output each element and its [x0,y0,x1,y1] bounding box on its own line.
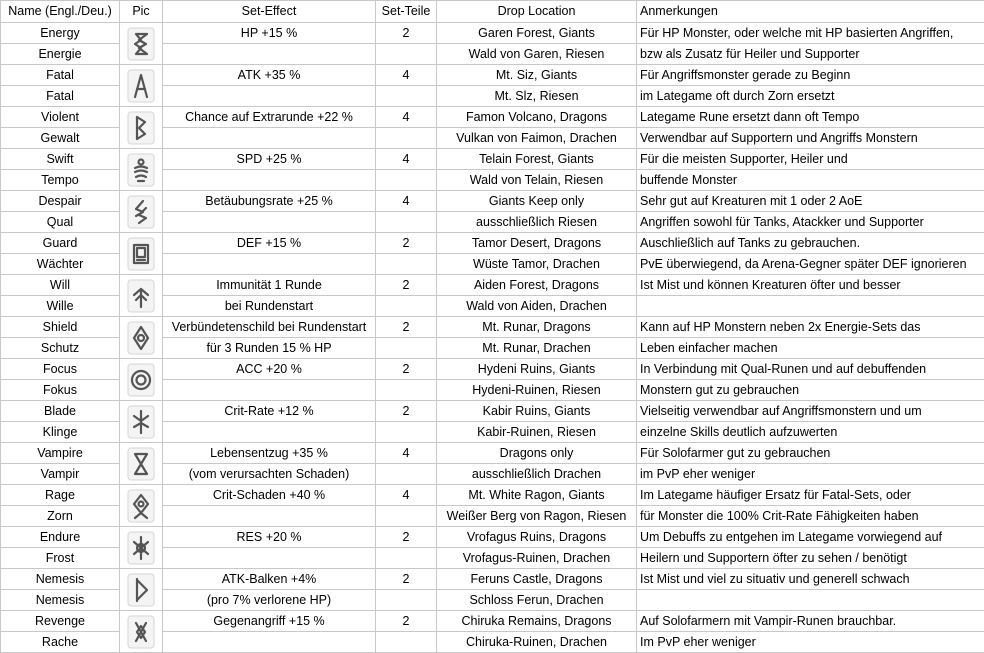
drop-location-de: Hydeni-Ruinen, Riesen [437,380,637,401]
drop-location-de: ausschließlich Riesen [437,212,637,233]
rune-name-de: Qual [1,212,120,233]
note-line: Ist Mist und können Kreaturen öfter und besser [637,275,984,296]
table-row [1,485,984,506]
rune-name-de: Wille [1,296,120,317]
note-line: Vielseitig verwendbar auf Angriffsmonstern und um [637,401,984,422]
note-line: Für HP Monster, oder welche mit HP basierten Angriffen, [637,23,984,44]
set-parts: 4 [376,65,437,86]
rune-name-en: Focus [1,359,120,380]
set-parts-empty [376,464,437,485]
set-effect: Immunität 1 Runde [163,275,376,296]
set-parts-empty [376,422,437,443]
set-parts: 2 [376,23,437,44]
set-parts: 4 [376,107,437,128]
set-effect-detail [163,506,376,527]
set-effect: ATK +35 % [163,65,376,86]
drop-location-de: Wald von Garen, Riesen [437,44,637,65]
table-row [1,191,984,212]
rune-pic-cell [120,569,163,611]
violent-rune-icon [120,111,162,145]
rune-pic-cell [120,359,163,401]
blade-rune-icon [120,405,162,439]
set-effect: ATK-Balken +4% [163,569,376,590]
note-line: Kann auf HP Monstern neben 2x Energie-Sets das [637,317,984,338]
set-effect: Crit-Schaden +40 % [163,485,376,506]
table-row [1,527,984,548]
rune-name-en: Despair [1,191,120,212]
header-pic: Pic [120,1,163,23]
rune-pic-cell [120,107,163,149]
note-line: Im PvP eher weniger [637,632,984,653]
set-effect-detail: bei Rundenstart [163,296,376,317]
rune-pic-cell [120,443,163,485]
set-parts-empty [376,338,437,359]
table-row [1,359,984,380]
rune-name-en: Violent [1,107,120,128]
table-row [1,149,984,170]
rune-name-en: Swift [1,149,120,170]
revenge-rune-icon [120,615,162,649]
rune-pic-cell [120,233,163,275]
drop-location-en: Famon Volcano, Dragons [437,107,637,128]
rune-pic-cell [120,23,163,65]
table-row [1,275,984,296]
rune-pic-cell [120,149,163,191]
header-set-parts: Set-Teile [376,1,437,23]
rune-name-en: Shield [1,317,120,338]
drop-location-en: Telain Forest, Giants [437,149,637,170]
note-line: im PvP eher weniger [637,464,984,485]
set-parts-empty [376,44,437,65]
rune-name-de: Klinge [1,422,120,443]
note-line [637,590,984,611]
set-effect-detail [163,380,376,401]
rune-pic-cell [120,65,163,107]
rune-name-de: Zorn [1,506,120,527]
drop-location-en: Aiden Forest, Dragons [437,275,637,296]
drop-location-en: Feruns Castle, Dragons [437,569,637,590]
rune-name-de: Frost [1,548,120,569]
note-line: Lategame Rune ersetzt dann oft Tempo [637,107,984,128]
rune-name-de: Wächter [1,254,120,275]
set-effect: Crit-Rate +12 % [163,401,376,422]
set-parts: 4 [376,485,437,506]
table-row [1,443,984,464]
drop-location-de: Schloss Ferun, Drachen [437,590,637,611]
rune-name-en: Energy [1,23,120,44]
note-line: Angriffen sowohl für Tanks, Atackker und Supporter [637,212,984,233]
endure-rune-icon [120,531,162,565]
drop-location-en: Kabir Ruins, Giants [437,401,637,422]
rune-name-de: Gewalt [1,128,120,149]
set-effect: Gegenangriff +15 % [163,611,376,632]
note-line: Ist Mist und viel zu situativ und generell schwach [637,569,984,590]
note-line: Monstern gut zu gebrauchen [637,380,984,401]
set-parts: 2 [376,569,437,590]
drop-location-de: Kabir-Ruinen, Riesen [437,422,637,443]
set-effect-detail [163,212,376,233]
set-effect-detail [163,254,376,275]
drop-location-de: Wüste Tamor, Drachen [437,254,637,275]
table-row [1,317,984,338]
rune-name-en: Revenge [1,611,120,632]
drop-location-en: Hydeni Ruins, Giants [437,359,637,380]
set-effect-detail [163,632,376,653]
set-effect: RES +20 % [163,527,376,548]
rune-pic-cell [120,401,163,443]
rage-rune-icon [120,489,162,523]
drop-location-en: Tamor Desert, Dragons [437,233,637,254]
note-line: Um Debuffs zu entgehen im Lategame vorwiegend auf [637,527,984,548]
set-effect: ACC +20 % [163,359,376,380]
set-effect-detail [163,422,376,443]
set-parts: 4 [376,191,437,212]
header-name: Name (Engl./Deu.) [1,1,120,23]
rune-name-de: Fokus [1,380,120,401]
note-line: Für Solofarmer gut zu gebrauchen [637,443,984,464]
set-parts: 2 [376,527,437,548]
table-row [1,23,984,44]
rune-name-de: Fatal [1,86,120,107]
set-parts: 4 [376,149,437,170]
rune-pic-cell [120,611,163,653]
rune-name-de: Tempo [1,170,120,191]
table-row [1,233,984,254]
rune-name-en: Fatal [1,65,120,86]
drop-location-en: Garen Forest, Giants [437,23,637,44]
set-effect: SPD +25 % [163,149,376,170]
set-parts: 4 [376,443,437,464]
rune-name-en: Blade [1,401,120,422]
note-line: In Verbindung mit Qual-Runen und auf debuffenden [637,359,984,380]
set-parts-empty [376,506,437,527]
set-parts: 2 [376,317,437,338]
header-drop-location: Drop Location [437,1,637,23]
set-effect-detail [163,86,376,107]
guard-rune-icon [120,237,162,271]
drop-location-en: Mt. Runar, Dragons [437,317,637,338]
rune-pic-cell [120,527,163,569]
rune-name-en: Rage [1,485,120,506]
table-row [1,107,984,128]
rune-name-de: Vampir [1,464,120,485]
note-line: Verwendbar auf Supportern und Angriffs Monstern [637,128,984,149]
drop-location-de: Vrofagus-Ruinen, Drachen [437,548,637,569]
table-row [1,569,984,590]
set-parts-empty [376,548,437,569]
note-line: bzw als Zusatz für Heiler und Supporter [637,44,984,65]
note-line: einzelne Skills deutlich aufzuwerten [637,422,984,443]
set-parts: 2 [376,611,437,632]
table-row [1,401,984,422]
set-effect-detail [163,170,376,191]
drop-location-de: Wald von Aiden, Drachen [437,296,637,317]
drop-location-en: Dragons only [437,443,637,464]
vampire-rune-icon [120,447,162,481]
set-effect: Betäubungsrate +25 % [163,191,376,212]
set-parts: 2 [376,401,437,422]
despair-rune-icon [120,195,162,229]
rune-pic-cell [120,485,163,527]
rune-name-de: Rache [1,632,120,653]
energy-rune-icon [120,27,162,61]
note-line: Leben einfacher machen [637,338,984,359]
header-notes: Anmerkungen [637,1,984,23]
note-line: Für die meisten Supporter, Heiler und [637,149,984,170]
note-line: Für Angriffsmonster gerade zu Beginn [637,65,984,86]
rune-pic-cell [120,317,163,359]
note-line: Heilern und Supportern öfter zu sehen / benötigt [637,548,984,569]
note-line: im Lategame oft durch Zorn ersetzt [637,86,984,107]
set-parts-empty [376,212,437,233]
shield-rune-icon [120,321,162,355]
set-parts-empty [376,590,437,611]
note-line: Sehr gut auf Kreaturen mit 1 oder 2 AoE [637,191,984,212]
nemesis-rune-icon [120,573,162,607]
drop-location-en: Mt. White Ragon, Giants [437,485,637,506]
set-parts-empty [376,170,437,191]
rune-pic-cell [120,275,163,317]
rune-name-en: Nemesis [1,569,120,590]
drop-location-de: Mt. Runar, Drachen [437,338,637,359]
set-effect-detail: für 3 Runden 15 % HP [163,338,376,359]
set-effect-detail [163,128,376,149]
set-parts: 2 [376,359,437,380]
drop-location-de: Mt. Slz, Riesen [437,86,637,107]
header-set-effect: Set-Effect [163,1,376,23]
drop-location-de: Weißer Berg von Ragon, Riesen [437,506,637,527]
set-effect: Verbündetenschild bei Rundenstart [163,317,376,338]
set-parts-empty [376,632,437,653]
note-line: PvE überwiegend, da Arena-Gegner später DEF ignorieren [637,254,984,275]
rune-name-de: Energie [1,44,120,65]
rune-name-en: Endure [1,527,120,548]
drop-location-de: Chiruka-Ruinen, Drachen [437,632,637,653]
rune-pic-cell [120,191,163,233]
will-rune-icon [120,279,162,313]
rune-name-de: Schutz [1,338,120,359]
note-line: für Monster die 100% Crit-Rate Fähigkeiten haben [637,506,984,527]
rune-name-en: Will [1,275,120,296]
set-parts: 2 [376,233,437,254]
note-line: Im Lategame häufiger Ersatz für Fatal-Sets, oder [637,485,984,506]
set-effect: Lebensentzug +35 % [163,443,376,464]
set-parts-empty [376,86,437,107]
note-line: Auschließlich auf Tanks zu gebrauchen. [637,233,984,254]
rune-name-en: Guard [1,233,120,254]
table-row [1,611,984,632]
table-row [1,65,984,86]
drop-location-en: Giants Keep only [437,191,637,212]
set-parts-empty [376,380,437,401]
drop-location-de: Wald von Telain, Riesen [437,170,637,191]
note-line [637,296,984,317]
fatal-rune-icon [120,69,162,103]
set-parts-empty [376,128,437,149]
set-effect: HP +15 % [163,23,376,44]
set-effect-detail [163,44,376,65]
drop-location-en: Mt. Siz, Giants [437,65,637,86]
rune-name-en: Vampire [1,443,120,464]
drop-location-de: Vulkan von Faimon, Drachen [437,128,637,149]
rune-name-de: Nemesis [1,590,120,611]
drop-location-de: ausschließlich Drachen [437,464,637,485]
set-effect-detail: (pro 7% verlorene HP) [163,590,376,611]
set-effect: Chance auf Extrarunde +22 % [163,107,376,128]
set-parts: 2 [376,275,437,296]
note-line: buffende Monster [637,170,984,191]
drop-location-en: Chiruka Remains, Dragons [437,611,637,632]
drop-location-en: Vrofagus Ruins, Dragons [437,527,637,548]
set-effect: DEF +15 % [163,233,376,254]
set-effect-detail [163,548,376,569]
note-line: Auf Solofarmern mit Vampir-Runen brauchbar. [637,611,984,632]
swift-rune-icon [120,153,162,187]
focus-rune-icon [120,363,162,397]
set-parts-empty [376,254,437,275]
header-row [1,1,984,23]
set-parts-empty [376,296,437,317]
set-effect-detail: (vom verursachten Schaden) [163,464,376,485]
